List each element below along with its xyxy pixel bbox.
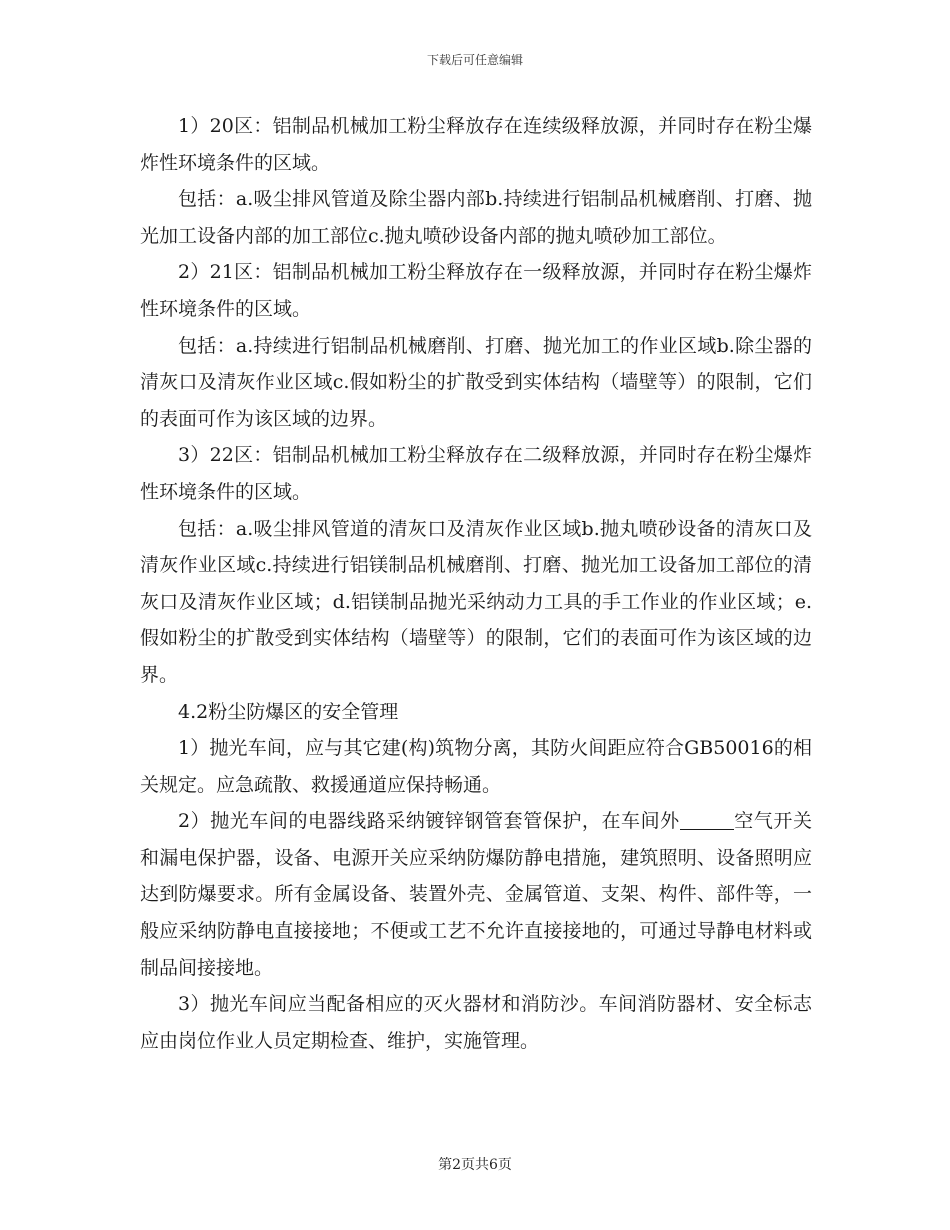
paragraph-management-2 — [140, 803, 812, 986]
paragraph-management-3: 3）抛光车间应当配备相应的灭火器材和消防沙。车间消防器材、安全标志应由岗位作业人员定期检查、维护，实施管理。 — [140, 993, 812, 1052]
management-2-text-before: 2）抛光车间的电器线路采纳镀锌钢管套管保护，在车间外 — [178, 810, 680, 833]
management-2-text-after: 空气开关和漏电保护器，设备、电源开关应采纳防爆防静电措施，建筑照明、设备照明应达到防爆要求。所有金属设备、装置外壳、金属管道、支架、构件、部件等，一般应采纳防静电直接接地；不便或工艺不允许直接接地的，可通过导静电材料或制品间接接地。 — [140, 810, 812, 979]
paragraph-zone-22: 3）22区：铝制品机械加工粉尘释放存在二级释放源，并同时存在粉尘爆炸性环境条件的区域。 — [140, 444, 812, 503]
paragraph-zone-21-includes: 包括：a.持续进行铝制品机械磨削、打磨、抛光加工的作业区域b.除尘器的清灰口及清灰作业区域c.假如粉尘的扩散受到实体结构（墙壁等）的限制，它们的表面可作为该区域的边界。 — [140, 334, 812, 430]
page-header: 下载后可任意编辑 — [426, 53, 523, 67]
paragraph-zone-22-includes: 包括：a.吸尘排风管道的清灰口及清灰作业区域b.抛丸喷砂设备的清灰口及清灰作业区域c.持续进行铝镁制品机械磨削、打磨、抛光加工设备加工部位的清灰口及清灰作业区域；d.铝镁制品抛光采纳动力工具的手工作业的作业区域；e.假如粉尘的扩散受到实体结构（墙壁等）的限制，它们的表面可作为该区域的边界。 — [140, 517, 812, 686]
fill-in-blank — [680, 810, 734, 830]
document-body — [140, 108, 812, 1059]
paragraph-zone-20-includes: 包括：a.吸尘排风管道及除尘器内部b.持续进行铝制品机械磨削、打磨、抛光加工设备内部的加工部位c.抛丸喷砂设备内部的抛丸喷砂加工部位。 — [140, 188, 812, 247]
paragraph-zone-21: 2）21区：铝制品机械加工粉尘释放存在一级释放源，并同时存在粉尘爆炸性环境条件的区域。 — [140, 261, 812, 320]
section-heading-4-2: 4.2粉尘防爆区的安全管理 — [178, 700, 399, 723]
paragraph-management-1: 1）抛光车间，应与其它建(构)筑物分离，其防火间距应符合GB50016的相关规定。应急疏散、救援通道应保持畅通。 — [140, 737, 812, 796]
paragraph-zone-20: 1）20区：铝制品机械加工粉尘释放存在连续级释放源，并同时存在粉尘爆炸性环境条件的区域。 — [140, 115, 812, 174]
page-footer: 第2页共6页 — [438, 1157, 512, 1173]
